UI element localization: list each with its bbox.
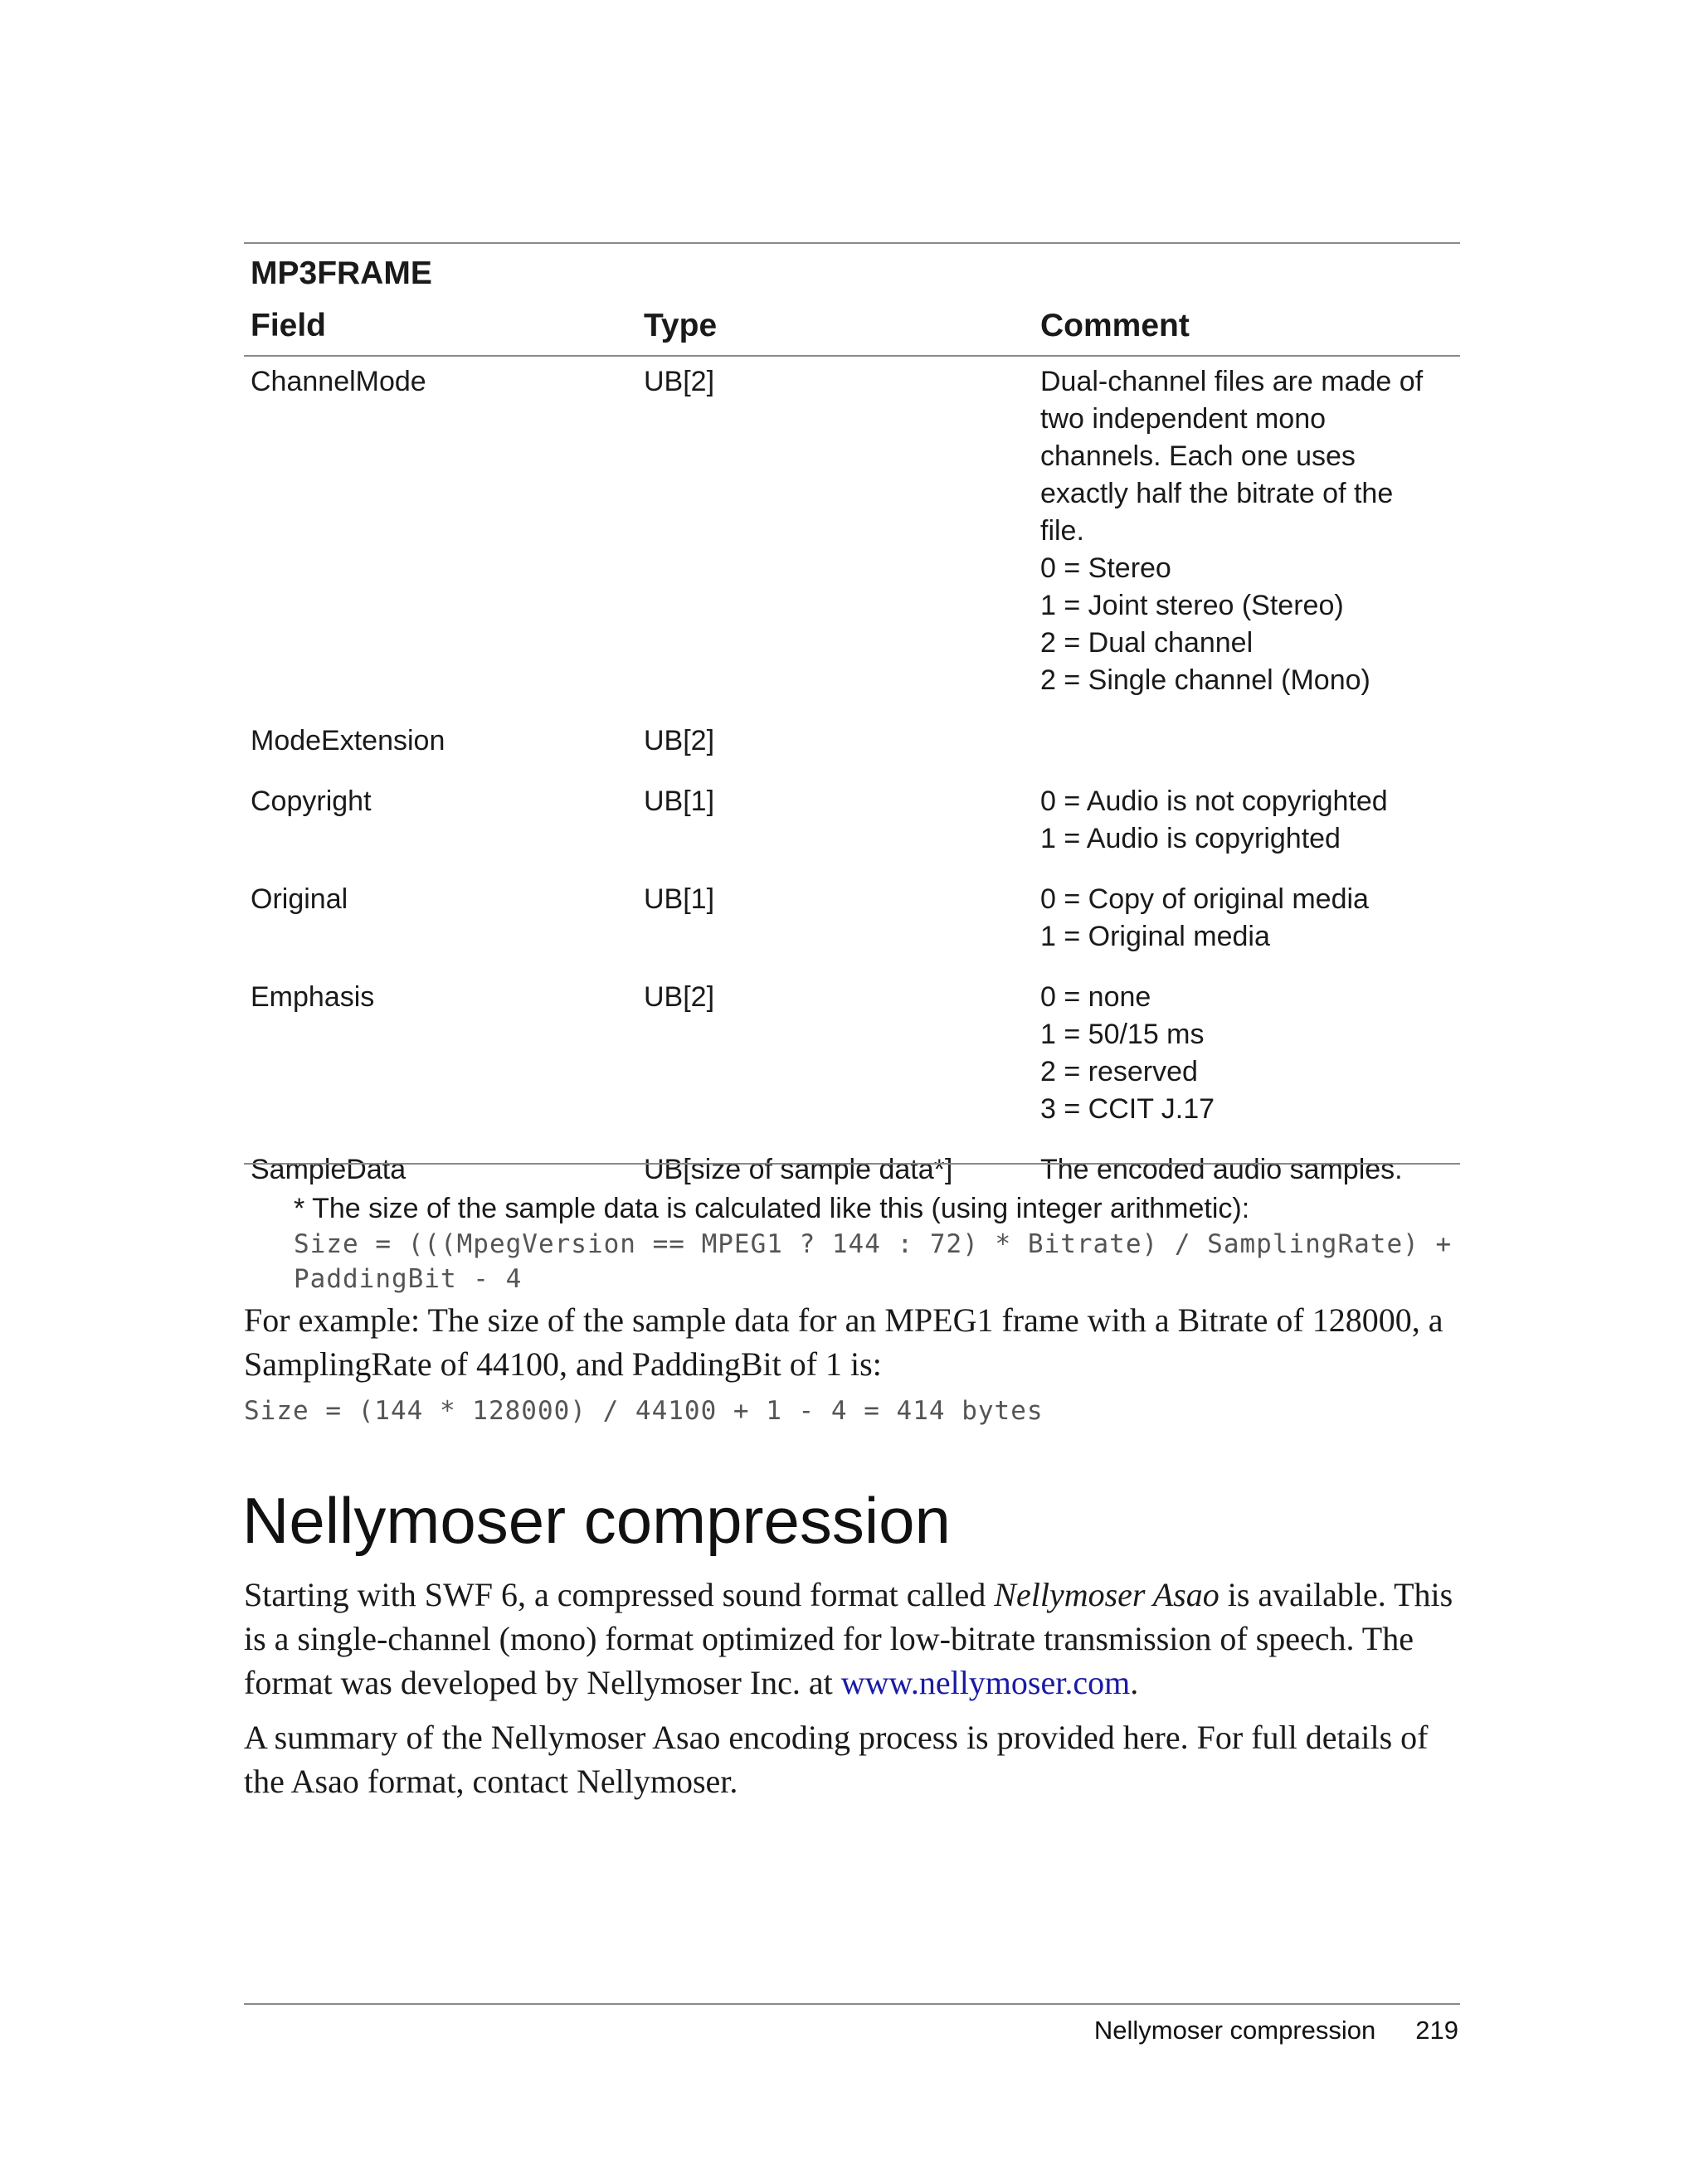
mp3frame-table [244, 242, 1460, 1205]
section-paragraph-2: A summary of the Nellymoser Asao encoding process is provided here. For full details of the Asao format, contact Nellymoser. [244, 1719, 1429, 1800]
page-footer [1094, 2016, 1458, 2045]
cell-field: Original [251, 883, 348, 915]
footnote-code-line-1: Size = (((MpegVersion == MPEG1 ? 144 : 72) * Bitrate) / SamplingRate) + [294, 1229, 1453, 1259]
p1-italic-term: Nellymoser Asao [994, 1576, 1219, 1613]
p1-text-before: Starting with SWF 6, a compressed sound format called [244, 1576, 995, 1613]
comment-line: 2 = reserved [1040, 1056, 1198, 1087]
cell-comment [1040, 1151, 1455, 1189]
comment-line: Dual-channel files are made of [1040, 366, 1424, 397]
header-field: Field [251, 308, 327, 343]
footnote-text: * The size of the sample data is calculated like this (using integer arithmetic): [294, 1193, 1250, 1224]
cell-field: ModeExtension [251, 725, 445, 756]
table-body [244, 357, 1460, 1205]
cell-comment [1040, 881, 1455, 956]
cell-field: Copyright [251, 786, 372, 817]
cell-type: UB[size of sample data*] [644, 1154, 953, 1185]
comment-line: The encoded audio samples. [1040, 1154, 1403, 1185]
cell-type: UB[2] [644, 366, 715, 397]
comment-line: 0 = none [1040, 981, 1151, 1013]
footnote [294, 1190, 1463, 1296]
p1-text-after: is available. This is a single-channel (mono) format optimized for low-bitrate transmission of speech. The format was developed by Nellymoser Inc. at [244, 1576, 1453, 1701]
comment-line: 1 = Audio is copyrighted [1040, 823, 1341, 854]
cell-comment [1040, 783, 1455, 858]
comment-line: 0 = Copy of original media [1040, 883, 1369, 915]
cell-field: Emphasis [251, 981, 375, 1013]
comment-line: exactly half the bitrate of the [1040, 478, 1394, 509]
p1-text-end: . [1130, 1664, 1139, 1701]
nellymoser-link[interactable]: www.nellymoser.com [840, 1664, 1131, 1701]
example-code: Size = (144 * 128000) / 44100 + 1 - 4 = 414 bytes [244, 1396, 1044, 1426]
example-paragraph: For example: The size of the sample data for an MPEG1 frame with a Bitrate of 128000, a SamplingRate of 44100, and PaddingBit of 1 is: [244, 1301, 1443, 1383]
comment-line: 2 = Single channel (Mono) [1040, 664, 1370, 696]
comment-line: 1 = Joint stereo (Stereo) [1040, 590, 1344, 621]
comment-line: 0 = Audio is not copyrighted [1040, 786, 1388, 817]
cell-type: UB[1] [644, 786, 715, 817]
cell-comment [1040, 979, 1455, 1128]
footnote-code-line-2: PaddingBit - 4 [294, 1264, 523, 1294]
cell-type: UB[2] [644, 725, 715, 756]
comment-line: 1 = 50/15 ms [1040, 1019, 1205, 1050]
header-comment: Comment [1040, 308, 1190, 343]
table-title: MP3FRAME [251, 255, 432, 291]
table-row [244, 716, 1460, 776]
comment-line: two independent mono [1040, 403, 1327, 435]
comment-line: 0 = Stereo [1040, 552, 1171, 584]
footer-rule [244, 2003, 1460, 2005]
comment-line: file. [1040, 515, 1084, 547]
page-number: 219 [1415, 2016, 1458, 2045]
footer-section-name: Nellymoser compression [1093, 2016, 1376, 2045]
section-paragraph-1 [244, 1573, 1463, 1705]
table-row [244, 874, 1460, 972]
section-heading: Nellymoser compression [242, 1484, 951, 1557]
comment-line: 1 = Original media [1040, 921, 1270, 952]
comment-line: 2 = Dual channel [1040, 627, 1254, 659]
cell-type: UB[1] [644, 883, 715, 915]
table-row [244, 776, 1460, 874]
table-row [244, 972, 1460, 1145]
cell-type: UB[2] [644, 981, 715, 1013]
table-bottom-rule [244, 1163, 1460, 1165]
comment-line: channels. Each one uses [1040, 440, 1356, 472]
header-type: Type [644, 308, 718, 343]
cell-comment [1040, 363, 1455, 699]
table-row [244, 357, 1460, 716]
cell-field: SampleData [251, 1154, 406, 1185]
comment-line: 3 = CCIT J.17 [1040, 1093, 1215, 1125]
cell-field: ChannelMode [251, 366, 426, 397]
table-header-row [244, 297, 1460, 357]
